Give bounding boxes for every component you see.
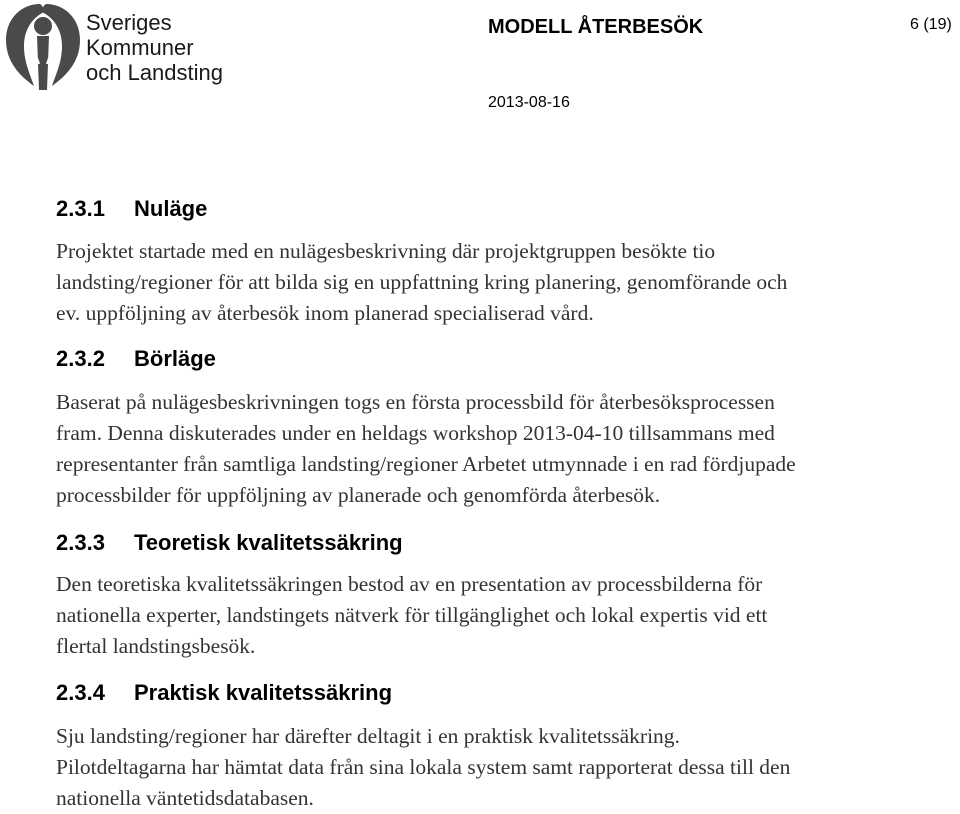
- section-title: Nuläge: [134, 196, 208, 221]
- section-heading-praktisk: [56, 680, 392, 706]
- section-heading-borlage: [56, 346, 216, 372]
- section-number: 2.3.4: [56, 680, 105, 705]
- page-number: 6 (19): [910, 16, 952, 33]
- section-number: 2.3.3: [56, 530, 105, 555]
- section-heading-teoretisk: [56, 530, 403, 556]
- section-title: Börläge: [134, 346, 216, 371]
- body-line: ev. uppföljning av återbesök inom planerad specialiserad vård.: [56, 301, 594, 325]
- org-name-line-2: Kommuner: [86, 35, 194, 60]
- org-logo: [0, 0, 240, 95]
- skl-emblem-icon: [0, 0, 86, 92]
- body-line: Pilotdeltagarna har hämtat data från sina lokala system samt rapporterat dessa till den: [56, 755, 791, 779]
- section-title: Teoretisk kvalitetssäkring: [134, 530, 403, 555]
- section-number: 2.3.2: [56, 346, 105, 371]
- body-line: processbilder för uppföljning av planerade och genomförda återbesök.: [56, 483, 661, 507]
- section-title: Praktisk kvalitetssäkring: [134, 680, 393, 705]
- body-line: fram. Denna diskuterades under en heldags workshop 2013-04-10 tillsammans med: [56, 421, 775, 445]
- body-line: Projektet startade med en nulägesbeskrivning där projektgruppen besökte tio: [56, 239, 716, 263]
- document-title: MODELL ÅTERBESÖK: [488, 16, 704, 38]
- body-line: nationella väntetidsdatabasen.: [56, 786, 314, 810]
- section-body-nulage: [56, 236, 960, 329]
- section-body-borlage: [56, 387, 960, 511]
- body-line: nationella experter, landstingets nätverk för tillgänglighet och lokal expertis vid ett: [56, 603, 768, 627]
- section-body-praktisk: [56, 721, 960, 814]
- org-name: [86, 10, 223, 85]
- body-line: representanter från samtliga landsting/regioner Arbetet utmynnade i en rad fördjupade: [56, 452, 796, 476]
- body-line: Baserat på nulägesbeskrivningen togs en första processbild för återbesöksprocessen: [56, 390, 775, 414]
- section-heading-nulage: [56, 196, 207, 222]
- body-line: Sju landsting/regioner har därefter deltagit i en praktisk kvalitetssäkring.: [56, 724, 680, 748]
- body-line: landsting/regioner för att bilda sig en uppfattning kring planering, genomförande och: [56, 270, 788, 294]
- body-line: flertal landstingsbesök.: [56, 634, 256, 658]
- section-body-teoretisk: [56, 569, 960, 662]
- body-line: Den teoretiska kvalitetssäkringen bestod av en presentation av processbilderna för: [56, 572, 763, 596]
- org-name-line-1: Sveriges: [86, 10, 172, 35]
- section-number: 2.3.1: [56, 196, 105, 221]
- document-date: 2013-08-16: [488, 94, 570, 111]
- org-name-line-3: och Landsting: [86, 60, 223, 85]
